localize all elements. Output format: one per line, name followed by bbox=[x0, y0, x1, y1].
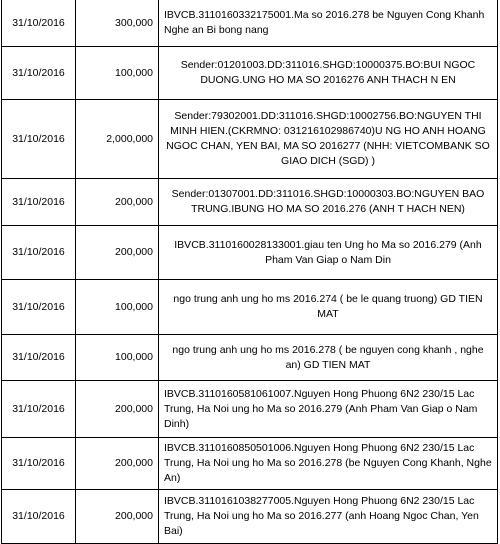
date-cell: 31/10/2016 bbox=[2, 226, 76, 280]
table-row bbox=[2, 179, 498, 226]
date-cell: 31/10/2016 bbox=[2, 47, 76, 100]
description-text: IBVCB.3110160581061007.Nguyen Hong Phuong 6N2 230/15 Lac Trung, Ha Noi ung ho Ma so 2016.279 (Anh Pham Van Giap o Nam Dinh) bbox=[164, 387, 478, 430]
description-cell bbox=[159, 280, 498, 335]
table-row bbox=[2, 490, 498, 544]
transaction-table bbox=[1, 0, 498, 544]
date-cell: 31/10/2016 bbox=[2, 179, 76, 226]
description-cell bbox=[159, 179, 498, 226]
amount-cell: 200,000 bbox=[76, 438, 159, 490]
description-text: ngo trung anh ung ho ms 2016.274 ( be le quang truong) GD TIEN MAT bbox=[173, 293, 483, 320]
description-cell bbox=[159, 381, 498, 438]
description-cell bbox=[159, 438, 498, 490]
description-cell bbox=[159, 226, 498, 280]
description-text: Sender:01201003.DD:311016.SHGD:10000375.BO:BUI NGOC DUONG.UNG HO MA SO 2016276 ANH THACH N EN bbox=[180, 59, 476, 86]
table-row bbox=[2, 335, 498, 381]
table-row bbox=[2, 226, 498, 280]
amount-cell: 200,000 bbox=[76, 226, 159, 280]
description-cell bbox=[159, 0, 498, 47]
description-cell bbox=[159, 490, 498, 544]
date-cell: 31/10/2016 bbox=[2, 280, 76, 335]
amount-cell: 100,000 bbox=[76, 335, 159, 381]
description-text: IBVCB.3110160850501006.Nguyen Hong Phuong 6N2 230/15 Lac Trung, Ha Noi ung ho Ma so 2016.278 (be Nguyen Cong Khanh, Nghe An) bbox=[164, 442, 492, 484]
description-cell bbox=[159, 335, 498, 381]
amount-cell: 200,000 bbox=[76, 381, 159, 438]
description-text: ngo trung anh ung ho ms 2016.278 ( be nguyen cong khanh , nghe an) GD TIEN MAT bbox=[172, 343, 484, 371]
table-row bbox=[2, 47, 498, 100]
amount-cell: 300,000 bbox=[76, 0, 159, 47]
amount-cell: 2,000,000 bbox=[76, 100, 159, 179]
description-text: IBVCB.3110160028133001.giau ten Ung ho Ma so 2016.279 (Anh Pham Van Giap o Nam Din bbox=[174, 238, 482, 266]
table-row bbox=[2, 438, 498, 490]
amount-cell: 200,000 bbox=[76, 179, 159, 226]
description-text: Sender:79302001.DD:311016.SHGD:10002756.BO:NGUYEN THI MINH HIEN.(CKRMNO: 031216102986740)U NG HO ANH HOANG NGOC CHAN, YEN BAI, MA SO 2016277 (NHH: VIETCOMBANK SO GIAO DICH (SGD) ) bbox=[166, 110, 490, 167]
description-cell bbox=[159, 100, 498, 179]
date-cell: 31/10/2016 bbox=[2, 381, 76, 438]
amount-cell: 100,000 bbox=[76, 280, 159, 335]
date-cell: 31/10/2016 bbox=[2, 100, 76, 179]
transaction-sheet bbox=[1, 0, 498, 537]
date-cell: 31/10/2016 bbox=[2, 0, 76, 47]
amount-cell: 100,000 bbox=[76, 47, 159, 100]
table-row bbox=[2, 0, 498, 47]
table-row bbox=[2, 100, 498, 179]
amount-cell: 200,000 bbox=[76, 490, 159, 544]
date-cell: 31/10/2016 bbox=[2, 490, 76, 544]
transaction-table-body bbox=[2, 0, 498, 544]
description-text: IBVCB.3110160332175001.Ma so 2016.278 be Nguyen Cong Khanh Nghe an Bi bong nang bbox=[164, 9, 485, 36]
table-row bbox=[2, 280, 498, 335]
date-cell: 31/10/2016 bbox=[2, 335, 76, 381]
description-text: IBVCB.3110161038277005.Nguyen Hong Phuong 6N2 230/15 Lac Trung, Ha Noi ung ho Ma so 2016.277 (anh Hoang Ngoc Chan, Yen Bai) bbox=[164, 495, 479, 537]
table-row bbox=[2, 381, 498, 438]
description-cell bbox=[159, 47, 498, 100]
date-cell: 31/10/2016 bbox=[2, 438, 76, 490]
description-text: Sender:01307001.DD:311016.SHGD:10000303.BO:NGUYEN BAO TRUNG.IBUNG HO MA SO 2016.276 (ANH T HACH NEN) bbox=[171, 188, 485, 215]
